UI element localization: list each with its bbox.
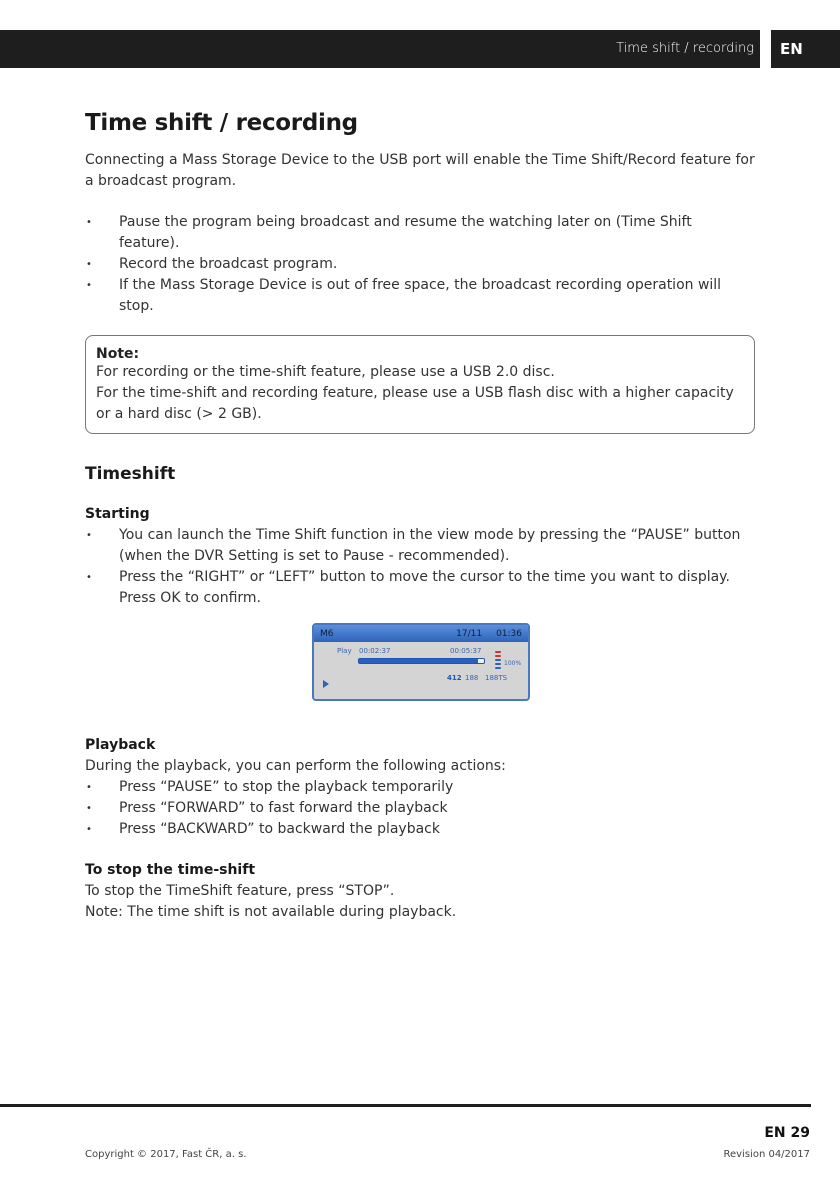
osd-mode-label: Play [337, 647, 352, 655]
page-title: Time shift / recording [85, 110, 358, 136]
osd-number: 412 [447, 674, 462, 682]
header-bar [0, 30, 760, 68]
osd-date: 17/11 [456, 628, 483, 639]
play-icon [323, 680, 329, 688]
osd-info-bar [314, 625, 528, 642]
list-item: • Press “BACKWARD” to backward the playback [85, 819, 755, 840]
list-item: • Pause the program being broadcast and resume the watching later on (Time Shift feature). [85, 212, 755, 254]
osd-level-percent: 100% [504, 660, 522, 667]
starting-bullet-list [85, 525, 755, 609]
osd-progress-track [358, 658, 485, 664]
level-bar [495, 659, 501, 661]
list-item: • Record the broadcast program. [85, 254, 755, 275]
note-title: Note: [96, 346, 140, 362]
osd-number: 188TS [485, 674, 508, 682]
subheading-stop-timeshift: To stop the time-shift [85, 862, 256, 878]
language-tab: EN [771, 30, 840, 68]
subheading-playback: Playback [85, 737, 156, 753]
copyright-text: Copyright © 2017, Fast ČR, a. s. [85, 1149, 247, 1160]
osd-time: 01:36 [496, 628, 522, 639]
intro-bullet-list [85, 212, 755, 317]
list-item: • You can launch the Time Shift function in the view mode by pressing the “PAUSE” button (when the DVR Setting is set to Pause - recommended). [85, 525, 755, 567]
note-line: For the time-shift and recording feature, please use a USB flash disc with a higher capacity or a hard disc (> 2 GB). [96, 385, 734, 422]
playback-bullet-list [85, 777, 755, 840]
osd-level-indicator [495, 651, 501, 671]
main-content [85, 110, 755, 923]
osd-channel-name: M6 [320, 628, 334, 639]
level-bar [495, 655, 501, 657]
level-bar [495, 667, 501, 669]
level-bar [495, 651, 501, 653]
intro-paragraph: Connecting a Mass Storage Device to the USB port will enable the Time Shift/Record feature for a broadcast program. [85, 152, 755, 189]
footer-rule [0, 1104, 811, 1107]
level-bar [495, 663, 501, 665]
header-section-title: Time shift / recording [616, 41, 754, 56]
page-number: EN 29 [764, 1125, 810, 1141]
list-item: • Press “PAUSE” to stop the playback temporarily [85, 777, 755, 798]
note-line: For recording or the time-shift feature, please use a USB 2.0 disc. [96, 364, 555, 380]
osd-screenshot [312, 623, 755, 701]
timeshift-osd-panel [312, 623, 530, 701]
list-item: • Press “FORWARD” to fast forward the playback [85, 798, 755, 819]
subheading-starting: Starting [85, 506, 150, 522]
revision-text: Revision 04/2017 [723, 1149, 810, 1160]
section-heading-timeshift: Timeshift [85, 464, 176, 484]
list-item: • If the Mass Storage Device is out of free space, the broadcast recording operation will stop. [85, 275, 755, 317]
osd-progress-fill [359, 659, 478, 663]
osd-number: 188 [465, 674, 479, 682]
list-item: • Press the “RIGHT” or “LEFT” button to move the cursor to the time you want to display. Press OK to confirm. [85, 567, 755, 609]
note-box [85, 335, 755, 434]
osd-buffer-time: 00:05:37 [450, 647, 482, 655]
stop-line: Note: The time shift is not available during playback. [85, 904, 457, 920]
playback-intro: During the playback, you can perform the following actions: [85, 758, 506, 774]
stop-line: To stop the TimeShift feature, press “STOP”. [85, 883, 395, 899]
osd-position-time: 00:02:37 [359, 647, 391, 655]
